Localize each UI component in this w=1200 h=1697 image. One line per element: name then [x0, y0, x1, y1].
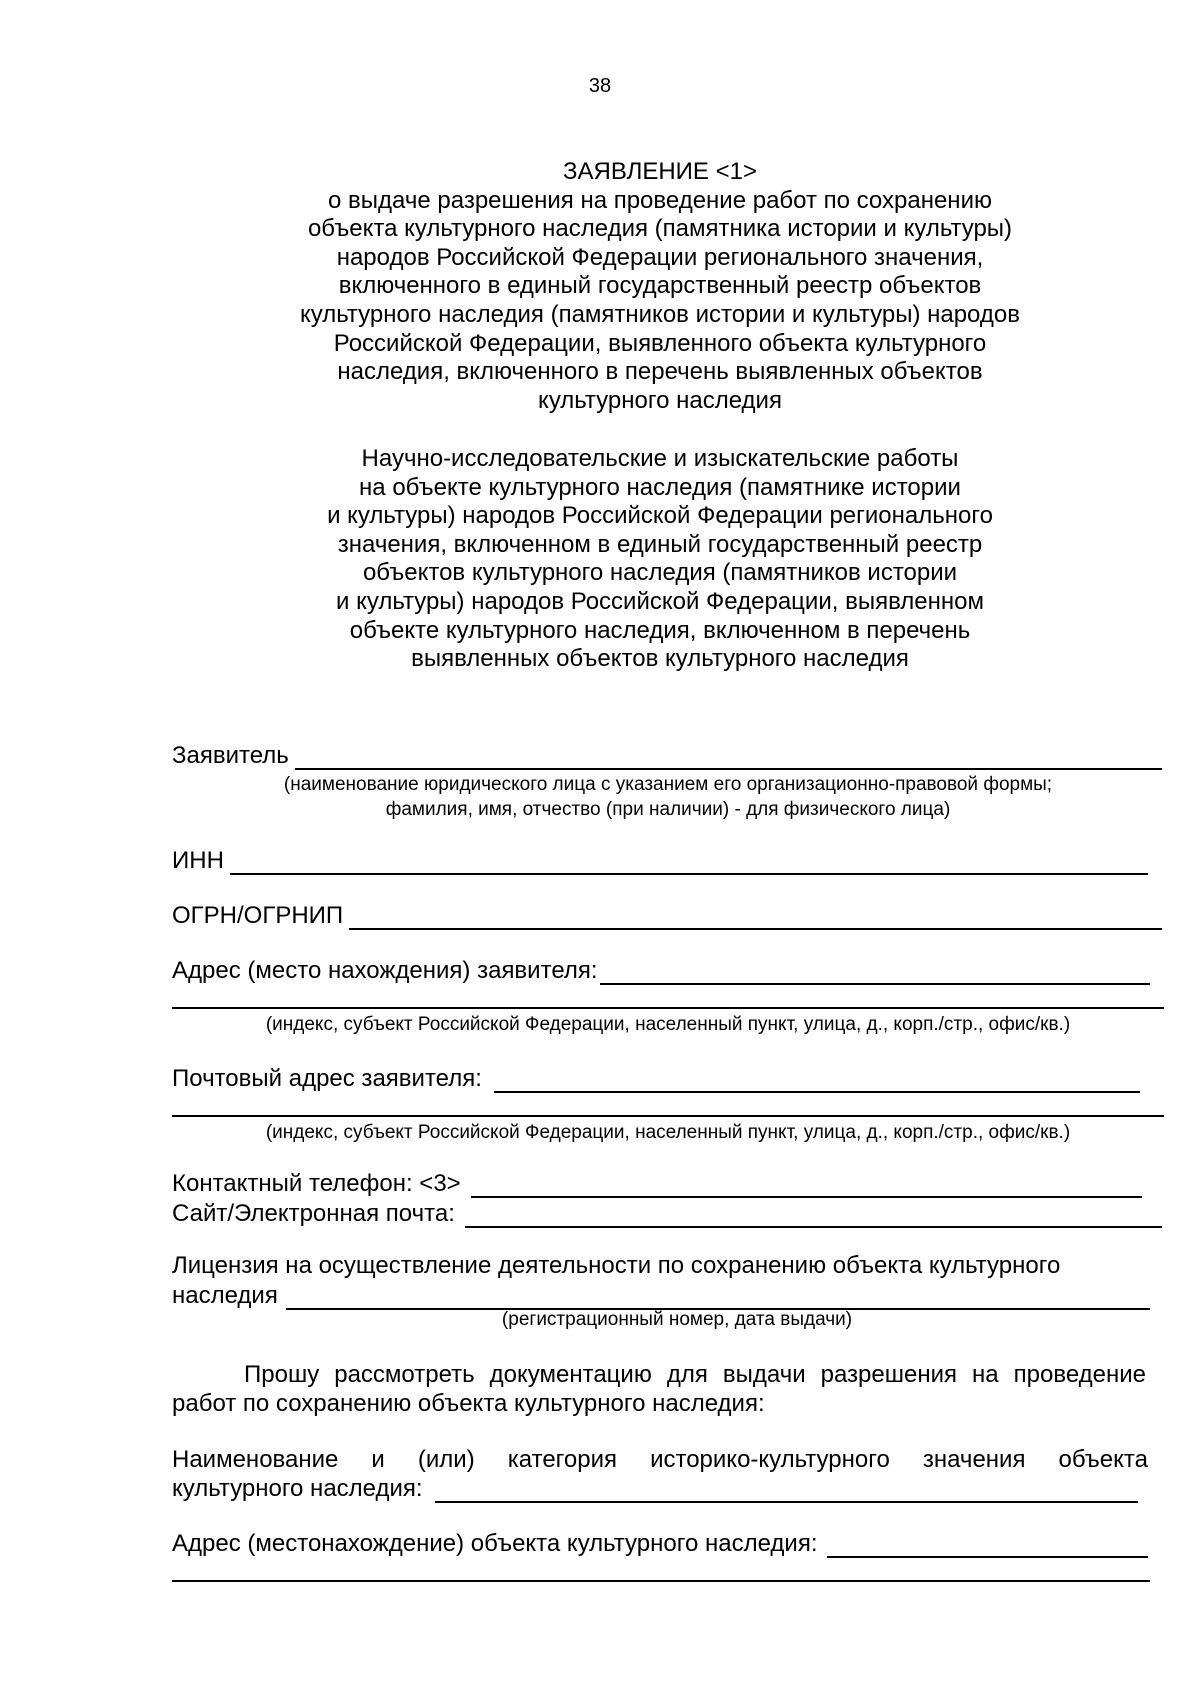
title-line: объекта культурного наследия (памятника истории и культуры): [307, 215, 1013, 243]
postal-field-line-2[interactable]: [172, 1115, 1164, 1117]
title-line: ЗАЯВЛЕНИЕ <1>: [563, 158, 757, 185]
subtitle-line: выявленных объектов культурного наследия: [411, 645, 909, 673]
object-name-field[interactable]: [435, 1479, 1138, 1503]
subtitle-line: значения, включенном в единый государственный реестр: [337, 530, 983, 558]
title-line: народов Российской Федерации регионального значения,: [336, 243, 984, 271]
postal-hint: (индекс, субъект Российской Федерации, населенный пункт, улица, д., корп./стр., офис/кв.): [265, 1122, 1071, 1143]
postal-row: [172, 1065, 1140, 1093]
subtitle-line: на объекте культурного наследия (памятнике истории: [359, 473, 961, 501]
subtitle-line: и культуры) народов Российской Федерации регионального: [327, 502, 993, 530]
address-field[interactable]: [600, 961, 1150, 985]
subtitle-line: объекте культурного наследия, включенном в перечень: [349, 616, 971, 644]
request-paragraph: [172, 1360, 1146, 1418]
document-title: [230, 158, 1090, 415]
ogrn-label: ОГРН/ОГРНИП: [172, 902, 344, 929]
title-line: Российской Федерации, выявленного объекта культурного: [333, 329, 987, 357]
address-label: Адрес (место нахождения) заявителя:: [172, 957, 598, 984]
site-field[interactable]: [465, 1204, 1162, 1228]
license-row-1: [172, 1252, 1162, 1280]
object-name-label: Наименование и (или) категория историко-культурного значения объекта: [172, 1446, 1148, 1473]
subtitle-line: объектов культурного наследия (памятников истории: [362, 559, 958, 587]
phone-field[interactable]: [471, 1174, 1142, 1198]
page-number: 38: [588, 75, 612, 97]
object-address-row: [172, 1530, 1148, 1558]
subtitle-line: и культуры) народов Российской Федерации, выявленном: [336, 587, 984, 615]
title-line: культурного наследия: [538, 386, 782, 414]
title-line: о выдаче разрешения на проведение работ по сохранению: [328, 186, 992, 214]
site-label: Сайт/Электронная почта:: [172, 1200, 455, 1227]
object-name-row-2: [172, 1475, 1138, 1503]
applicant-field[interactable]: [295, 746, 1162, 770]
object-name-row-1: [172, 1446, 1162, 1474]
site-row: [172, 1200, 1162, 1228]
phone-row: [172, 1170, 1142, 1198]
subtitle-line: Научно-исследовательские и изыскательские работы: [361, 445, 959, 472]
ogrn-row: [172, 902, 1162, 930]
applicant-hint: (наименование юридического лица с указанием его организационно-правовой формы;: [283, 774, 1053, 795]
title-line: включенного в единый государственный реестр объектов: [338, 272, 982, 300]
inn-field[interactable]: [230, 851, 1148, 875]
license-hint: (регистрационный номер, дата выдачи): [501, 1309, 853, 1330]
inn-row: [172, 847, 1148, 875]
license-label-2: наследия: [172, 1282, 278, 1309]
phone-label: Контактный телефон: <3>: [172, 1170, 461, 1197]
title-line: наследия, включенного в перечень выявленных объектов: [337, 358, 983, 386]
license-label: Лицензия на осуществление деятельности по сохранению объекта культурного: [172, 1252, 1061, 1279]
address-row: [172, 957, 1150, 985]
address-field-line-2[interactable]: [172, 1007, 1164, 1009]
ogrn-field[interactable]: [349, 906, 1162, 930]
address-hint: (индекс, субъект Российской Федерации, населенный пункт, улица, д., корп./стр., офис/кв.): [265, 1014, 1071, 1035]
applicant-label: Заявитель: [172, 742, 289, 769]
object-name-label-2: культурного наследия:: [172, 1475, 423, 1502]
title-line: культурного наследия (памятников истории и культуры) народов: [300, 300, 1020, 328]
postal-field[interactable]: [494, 1069, 1140, 1093]
license-row-2: [172, 1282, 1150, 1310]
postal-label: Почтовый адрес заявителя:: [172, 1065, 482, 1092]
applicant-hint: фамилия, имя, отчество (при наличии) - для физического лица): [385, 799, 951, 820]
object-address-label: Адрес (местонахождение) объекта культурного наследия:: [172, 1530, 818, 1557]
request-text: Прошу рассмотреть документацию для выдачи разрешения на проведение работ по сохранению объекта культурного наследия:: [172, 1361, 1146, 1417]
object-address-field-line-2[interactable]: [172, 1580, 1150, 1582]
inn-label: ИНН: [172, 847, 224, 874]
object-address-field[interactable]: [827, 1534, 1148, 1558]
applicant-row: [172, 742, 1162, 770]
work-type-heading: [230, 445, 1090, 674]
